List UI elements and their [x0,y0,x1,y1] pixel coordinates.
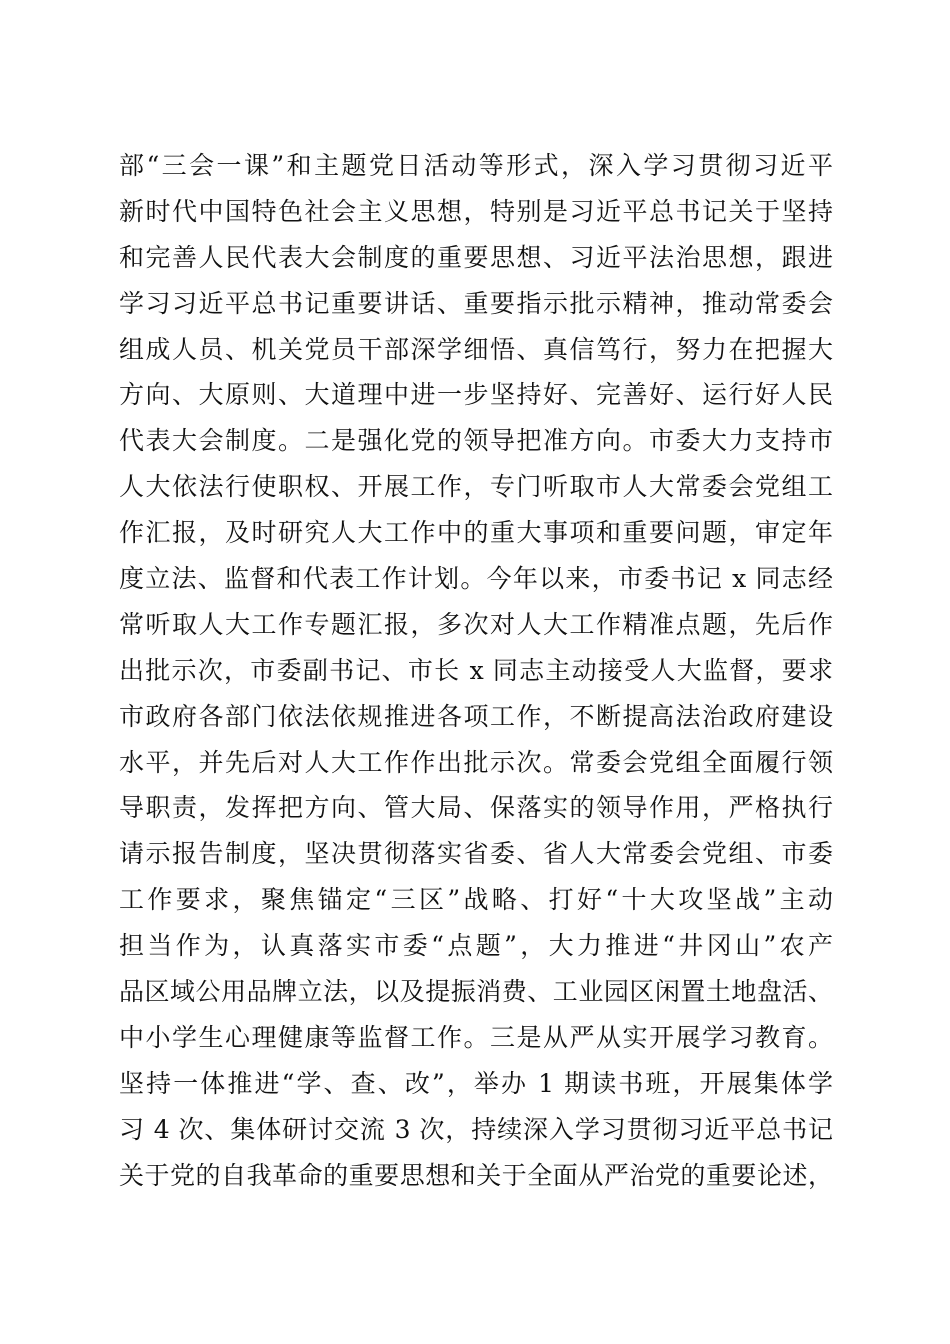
text-line: 代表大会制度。二是强化党的领导把准方向。市委大力支持市 [119,426,833,456]
text-line: 度立法、监督和代表工作计划。今年以来，市委书记 x 同志经 [119,564,833,594]
text-line: 请示报告制度，坚决贯彻落实省委、省人大常委会党组、市委 [119,839,833,869]
text-line: 关于党的自我革命的重要思想和关于全面从严治党的重要论述， [119,1160,833,1190]
text-line: 学习习近平总书记重要讲话、重要指示批示精神，推动常委会 [119,288,833,318]
text-line: 市政府各部门依法依规推进各项工作，不断提高法治政府建设 [119,701,833,731]
text-line: 方向、大原则、大道理中进一步坚持好、完善好、运行好人民 [119,380,833,410]
text-line: 常听取人大工作专题汇报，多次对人大工作精准点题，先后作 [119,609,833,639]
text-line: 作汇报，及时研究人大工作中的重大事项和重要问题，审定年 [119,518,833,548]
text-line: 习 4 次、集体研讨交流 3 次，持续深入学习贯彻习近平总书记 [119,1114,833,1144]
text-line: 部“三会一课”和主题党日活动等形式，深入学习贯彻习近平 [119,151,833,180]
text-line: 水平，并先后对人大工作作出批示次。常委会党组全面履行领 [119,747,833,777]
text-line: 工作要求，聚焦锚定“三区”战略、打好“十大攻坚战”主动 [119,885,833,915]
text-line: 坚持一体推进“学、查、改”，举办 1 期读书班，开展集体学 [119,1068,833,1098]
text-line: 中小学生心理健康等监督工作。三是从严从实开展学习教育。 [119,1022,833,1052]
text-line: 品区域公用品牌立法，以及提振消费、工业园区闲置土地盘活、 [119,977,833,1007]
text-line: 新时代中国特色社会主义思想，特别是习近平总书记关于坚持 [119,196,833,226]
text-line: 出批示次，市委副书记、市长 x 同志主动接受人大监督，要求 [119,655,833,685]
body-paragraph [119,143,833,1198]
text-line: 组成人员、机关党员干部深学细悟、真信笃行，努力在把握大 [119,334,833,364]
text-line: 和完善人民代表大会制度的重要思想、习近平法治思想，跟进 [119,242,833,272]
text-line: 导职责，发挥把方向、管大局、保落实的领导作用，严格执行 [119,793,833,823]
text-line: 担当作为，认真落实市委“点题”，大力推进“井冈山”农产 [119,931,833,961]
text-line: 人大依法行使职权、开展工作，专门听取市人大常委会党组工 [119,472,833,502]
